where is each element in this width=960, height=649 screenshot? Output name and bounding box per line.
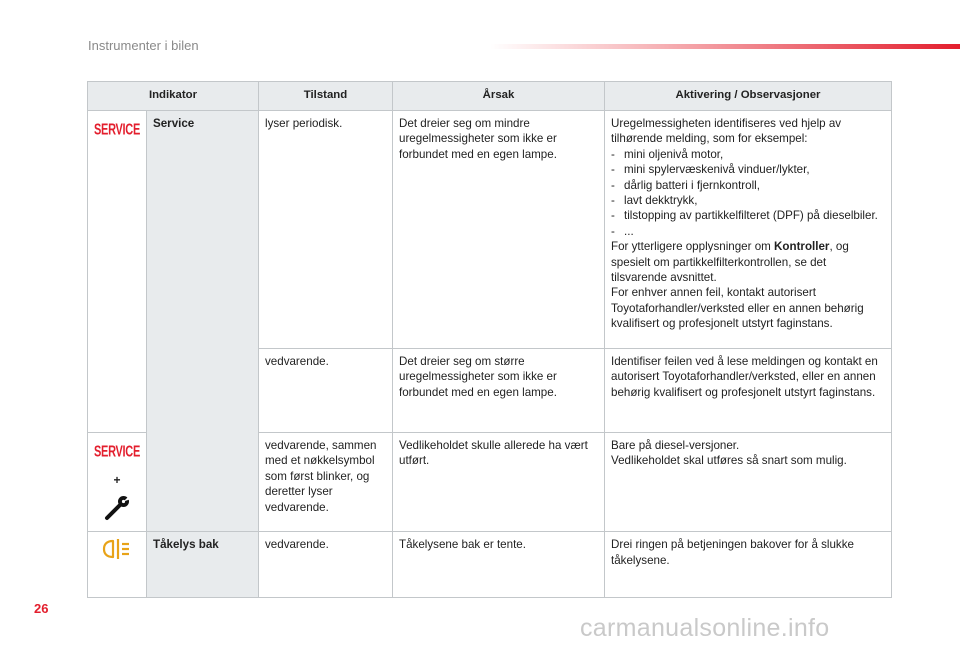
observasjon-line: Vedlikeholdet skal utføres så snart som mulig. <box>611 454 847 468</box>
more-info-prefix: For ytterligere opplysninger om <box>611 240 775 254</box>
observasjon-cell: Identifiser feilen ved å lese meldingen og kontakt en autorisert Toyotaforhandler/verksted, eller en annen behørig kvalifisert og profesjonelt utstyrt faginstans. <box>605 349 892 433</box>
list-item-text: dårlig batteri i fjernkontroll, <box>624 178 760 192</box>
list-item <box>611 224 885 239</box>
observasjon-intro: Uregelmessigheten identifiseres ved hjelp av tilhørende melding, som for eksempel: <box>611 117 842 146</box>
list-item-text: mini spylervæskenivå vinduer/lykter, <box>624 163 810 177</box>
list-dash: - <box>611 178 615 192</box>
more-info-suffix: , og spesielt om partikkelfilterkontrollen, se det tilsvarende avsnittet. <box>611 240 849 285</box>
list-item <box>611 193 885 208</box>
fog-icon-cell <box>88 532 147 598</box>
observasjon-line: Bare på diesel-versjoner. <box>611 439 740 452</box>
list-item-text: lavt dekktrykk, <box>624 194 698 208</box>
list-item <box>611 178 885 193</box>
tilstand-cell: lyser periodisk. <box>259 111 393 349</box>
table-row <box>88 532 892 598</box>
list-item <box>611 162 885 177</box>
tilstand-cell: vedvarende, sammen med et nøkkelsymbol som først blinker, og deretter lyser vedvarende. <box>259 433 393 532</box>
list-item-text: ... <box>624 224 634 238</box>
plus-sign: + <box>113 473 121 488</box>
list-item-text: mini oljenivå motor, <box>624 147 724 161</box>
indicator-name-fog: Tåkelys bak <box>147 532 259 598</box>
table-row <box>88 111 892 349</box>
service-icon-cell <box>88 111 147 433</box>
arsak-cell: Tåkelysene bak er tente. <box>393 532 605 598</box>
arsak-cell: Det dreier seg om større uregelmessigheter som ikke er forbundet med en egen lampe. <box>393 349 605 433</box>
header-arsak: Årsak <box>393 82 605 111</box>
arsak-cell: Det dreier seg om mindre uregelmessigheter som ikke er forbundet med en egen lampe. <box>393 111 605 349</box>
list-dash: - <box>611 163 615 177</box>
more-info-link-text: Kontroller <box>774 240 830 254</box>
indicator-table <box>87 81 892 598</box>
service-warning-icon: SERVICE <box>94 121 140 139</box>
page-number: 26 <box>34 601 49 616</box>
observasjon-more-info <box>611 239 885 285</box>
indicator-name-service: Service <box>147 111 259 532</box>
service-wrench-icon-cell <box>88 433 147 532</box>
watermark: carmanualsonline.info <box>580 614 830 642</box>
list-dash: - <box>611 194 615 208</box>
tilstand-cell: vedvarende. <box>259 349 393 433</box>
header-accent-bar <box>490 44 960 49</box>
list-item-text: tilstopping av partikkelfilteret (DPF) på dieselbiler. <box>624 209 878 223</box>
list-dash: - <box>611 224 615 238</box>
observasjon-cell <box>605 433 892 532</box>
table-header-row <box>88 82 892 111</box>
header-indikator: Indikator <box>88 82 259 111</box>
list-item <box>611 147 885 162</box>
list-item <box>611 208 885 223</box>
observasjon-cell <box>605 111 892 349</box>
observasjon-cell: Drei ringen på betjeningen bakover for å slukke tåkelysene. <box>605 532 892 598</box>
service-warning-icon: SERVICE <box>94 443 140 461</box>
page-section-title: Instrumenter i bilen <box>88 38 199 53</box>
wrench-icon <box>102 493 132 523</box>
header-tilstand: Tilstand <box>259 82 393 111</box>
tilstand-cell: vedvarende. <box>259 532 393 598</box>
header-aktivering: Aktivering / Observasjoner <box>605 82 892 111</box>
rear-fog-light-icon <box>101 537 133 561</box>
list-dash: - <box>611 209 615 223</box>
list-dash: - <box>611 147 615 161</box>
observasjon-other: For enhver annen feil, kontakt autorisert Toyotaforhandler/verksted eller en annen behørig kvalifisert og profesjonelt utstyrt faginstans. <box>611 286 864 331</box>
arsak-cell: Vedlikeholdet skulle allerede ha vært utført. <box>393 433 605 532</box>
